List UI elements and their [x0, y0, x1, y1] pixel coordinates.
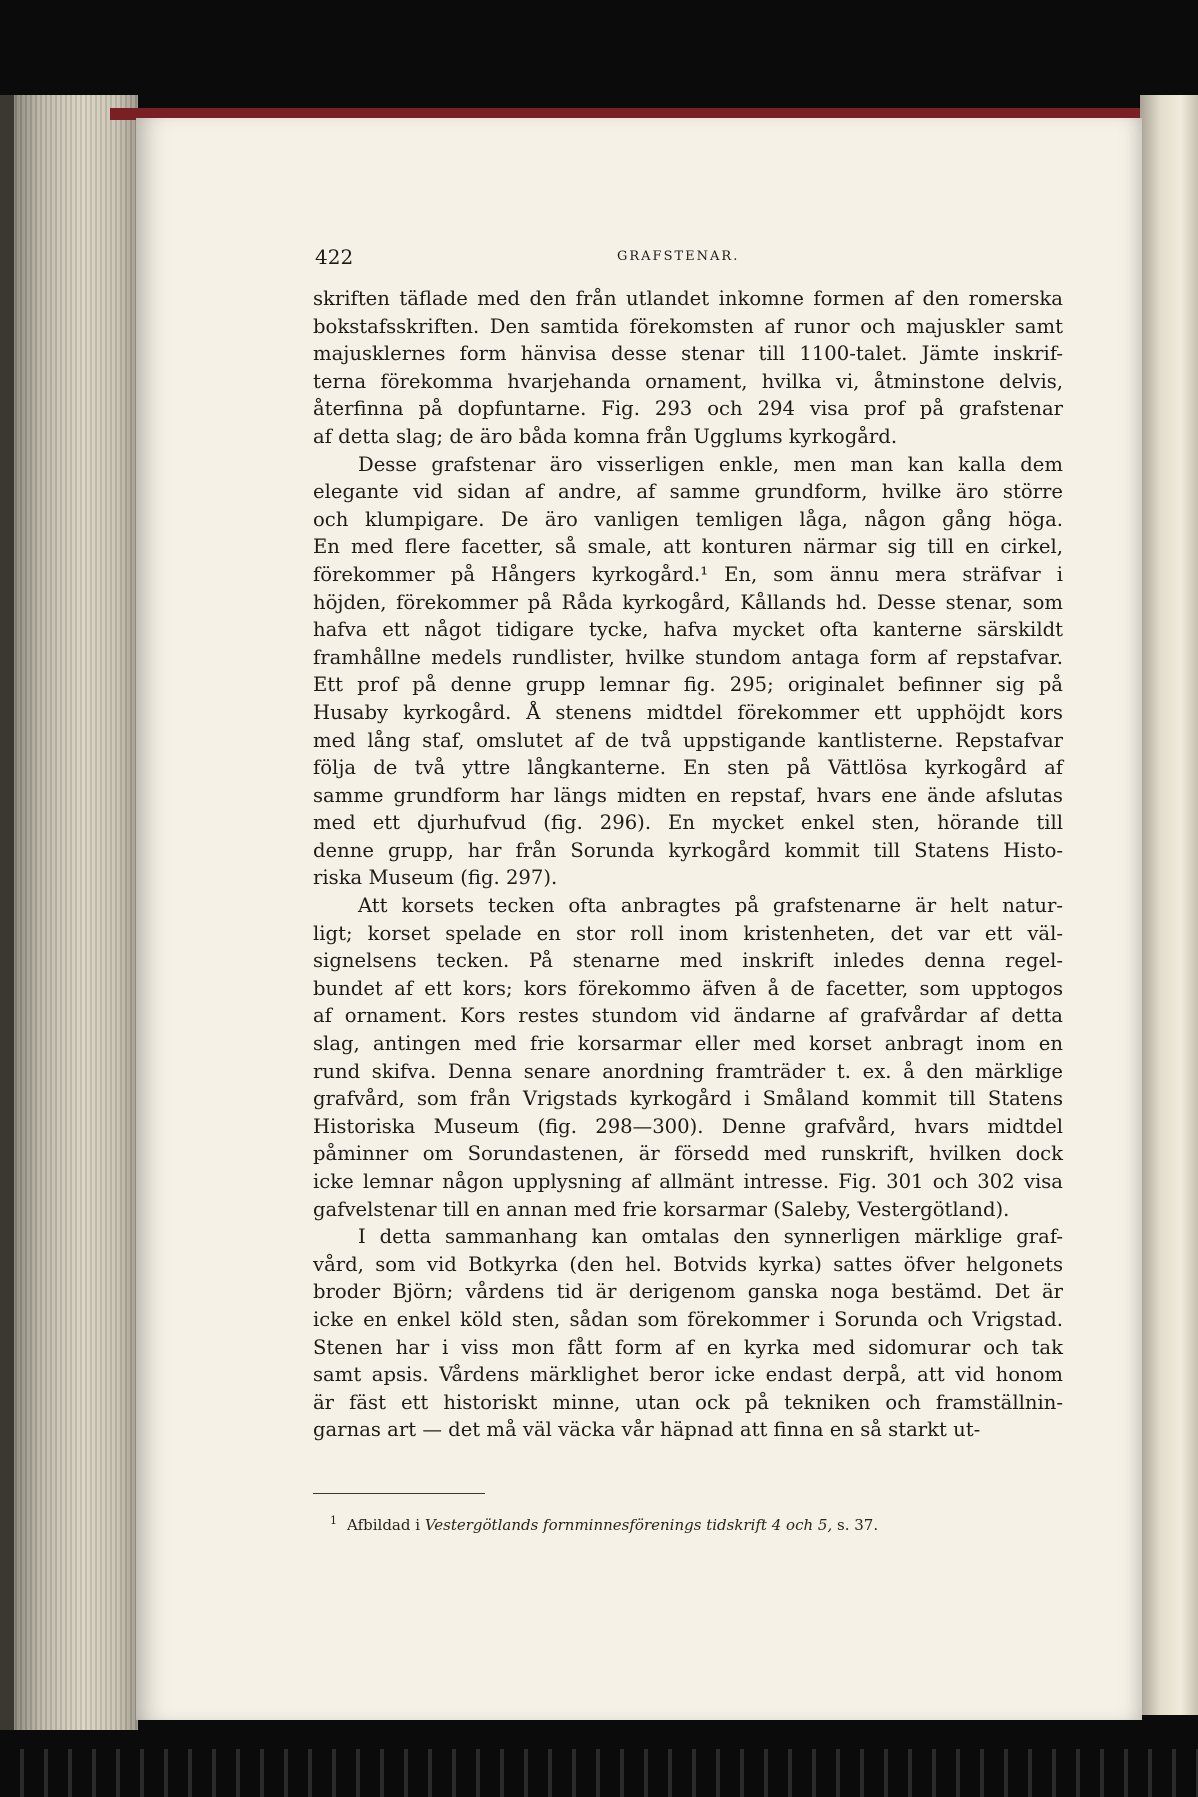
- text-line: förekommer på Hångers kyrkogård.¹ En, som ännu mera sträfvar i: [313, 562, 1063, 586]
- text-line: En med flere facetter, så smale, att konturen närmar sig till en cirkel,: [313, 535, 1063, 559]
- text-line: ligt; korset spelade en stor roll inom kristenheten, det var ett väl-: [313, 921, 1063, 945]
- footnote-mark: 1: [330, 1514, 337, 1527]
- text-line: majusklernes form hänvisa desse stenar till 1100-talet. Jämte inskrif-: [313, 342, 1063, 366]
- footnote-journal-title: Vestergötlands fornminnesförenings tidskrift 4 och 5,: [424, 1516, 833, 1534]
- book-cover-edge: [0, 95, 14, 1730]
- text-line: Husaby kyrkogård. Å stenens midtdel förekommer ett upphöjdt kors: [313, 700, 1063, 724]
- text-line: skriften täflade med den från utlandet inkomne formen af den romerska: [313, 287, 1063, 310]
- text-line: broder Björn; vårdens tid är derigenom ganska noga bestämd. Det är: [313, 1280, 1063, 1304]
- text-line: I detta sammanhang kan omtalas den synnerligen märklige graf-: [358, 1225, 1063, 1249]
- text-line: riska Museum (fig. 297).: [313, 866, 558, 890]
- footnote-prefix: Afbildad i: [347, 1516, 421, 1534]
- paragraph: [313, 451, 1063, 893]
- text-line: återfinna på dopfuntarne. Fig. 293 och 294 visa prof på grafstenar: [313, 397, 1063, 421]
- page-number: 422: [315, 245, 354, 269]
- text-line: Historiska Museum (fig. 298—300). Denne grafvård, hvars midtdel: [313, 1114, 1063, 1138]
- paragraph: [313, 892, 1063, 1223]
- text-line: gafvelstenar till en annan med frie korsarmar (Saleby, Vestergötland).: [313, 1197, 1010, 1221]
- text-line: framhållne medels rundlister, hvilke stundom antaga form af repstafvar.: [313, 645, 1063, 669]
- text-line: påminner om Sorundastenen, är försedd med runskrift, hvilken dock: [313, 1142, 1063, 1166]
- running-head: [315, 245, 1060, 271]
- text-line: Att korsets tecken ofta anbragtes på grafstenarne är helt natur-: [358, 894, 1063, 918]
- text-line: grafvård, som från Vrigstads kyrkogård i Småland kommit till Statens: [313, 1087, 1063, 1111]
- text-line: denne grupp, har från Sorunda kyrkogård kommit till Statens Histo-: [313, 838, 1063, 862]
- paragraph: [313, 285, 1063, 451]
- text-line: med lång staf, omslutet af de två uppstigande kantlisterne. Repstafvar: [313, 728, 1063, 752]
- text-line: vård, som vid Botkyrka (den hel. Botvids kyrka) sattes öfver helgonets: [313, 1252, 1063, 1276]
- paragraph: [313, 1223, 1063, 1444]
- text-line: garnas art — det må väl väcka vår häpnad att finna en så starkt ut-: [313, 1418, 981, 1442]
- text-line: af ornament. Kors restes stundom vid ändarne af grafvårdar af detta: [313, 1004, 1063, 1028]
- left-page-edges: [0, 95, 138, 1730]
- text-line: är fäst ett historiskt minne, utan ock på tekniken och framställnin-: [313, 1390, 1063, 1414]
- text-line: samt apsis. Vårdens märklighet beror icke endast derpå, att vid honom: [313, 1363, 1063, 1387]
- running-title: GRAFSTENAR.: [617, 249, 740, 264]
- text-line: terna förekomma hvarjehanda ornament, hvilka vi, åtminstone delvis,: [313, 369, 1063, 393]
- text-line: signelsens tecken. På stenarne med inskrift inledes denna regel-: [313, 949, 1063, 973]
- text-line: icke en enkel köld sten, sådan som förekommer i Sorunda och Vrigstad.: [313, 1307, 1063, 1331]
- text-line: höjden, förekommer på Råda kyrkogård, Kållands hd. Desse stenar, som: [313, 590, 1063, 614]
- text-line: bokstafsskriften. Den samtida förekomsten af runor och majuskler samt: [313, 314, 1063, 338]
- footnote-rule: [313, 1493, 485, 1494]
- text-line: elegante vid sidan af andre, af samme grundform, hvilke äro större: [313, 480, 1063, 504]
- text-line: slag, antingen med frie korsarmar eller med korset anbragt inom en: [313, 1032, 1063, 1056]
- scanner-background: [0, 1749, 1198, 1797]
- text-line: Ett prof på denne grupp lemnar fig. 295; originalet befinner sig på: [313, 673, 1063, 697]
- text-line: med ett djurhufvud (fig. 296). En mycket enkel sten, hörande till: [313, 811, 1063, 835]
- text-line: följa de två yttre långkanterne. En sten på Vättlösa kyrkogård af: [313, 756, 1063, 780]
- text-line: Stenen har i viss mon fått form af en kyrka med sidomurar och tak: [313, 1335, 1063, 1359]
- text-line: samme grundform har längs midten en repstaf, hvars ene ände afslutas: [313, 783, 1063, 807]
- text-line: och klumpigare. De äro vanligen temligen låga, någon gång höga.: [313, 507, 1063, 531]
- text-line: bundet af ett kors; kors förekommo äfven å de facetter, som upptogos: [313, 976, 1063, 1000]
- text-line: Desse grafstenar äro visserligen enkle, men man kan kalla dem: [358, 452, 1063, 476]
- text-line: hafva ett något tidigare tycke, hafva mycket ofta kanterne särskildt: [313, 618, 1063, 642]
- right-page-edge: [1140, 95, 1198, 1715]
- footnote-suffix: s. 37.: [837, 1516, 879, 1534]
- body-text: [313, 285, 1063, 1444]
- text-line: af detta slag; de äro båda komna från Ugglums kyrkogård.: [313, 424, 898, 448]
- text-line: rund skifva. Denna senare anordning framträder t. ex. å den märklige: [313, 1059, 1063, 1083]
- footnote: [330, 1514, 1030, 1534]
- text-line: icke lemnar någon upplysning af allmänt intresse. Fig. 301 och 302 visa: [313, 1170, 1063, 1193]
